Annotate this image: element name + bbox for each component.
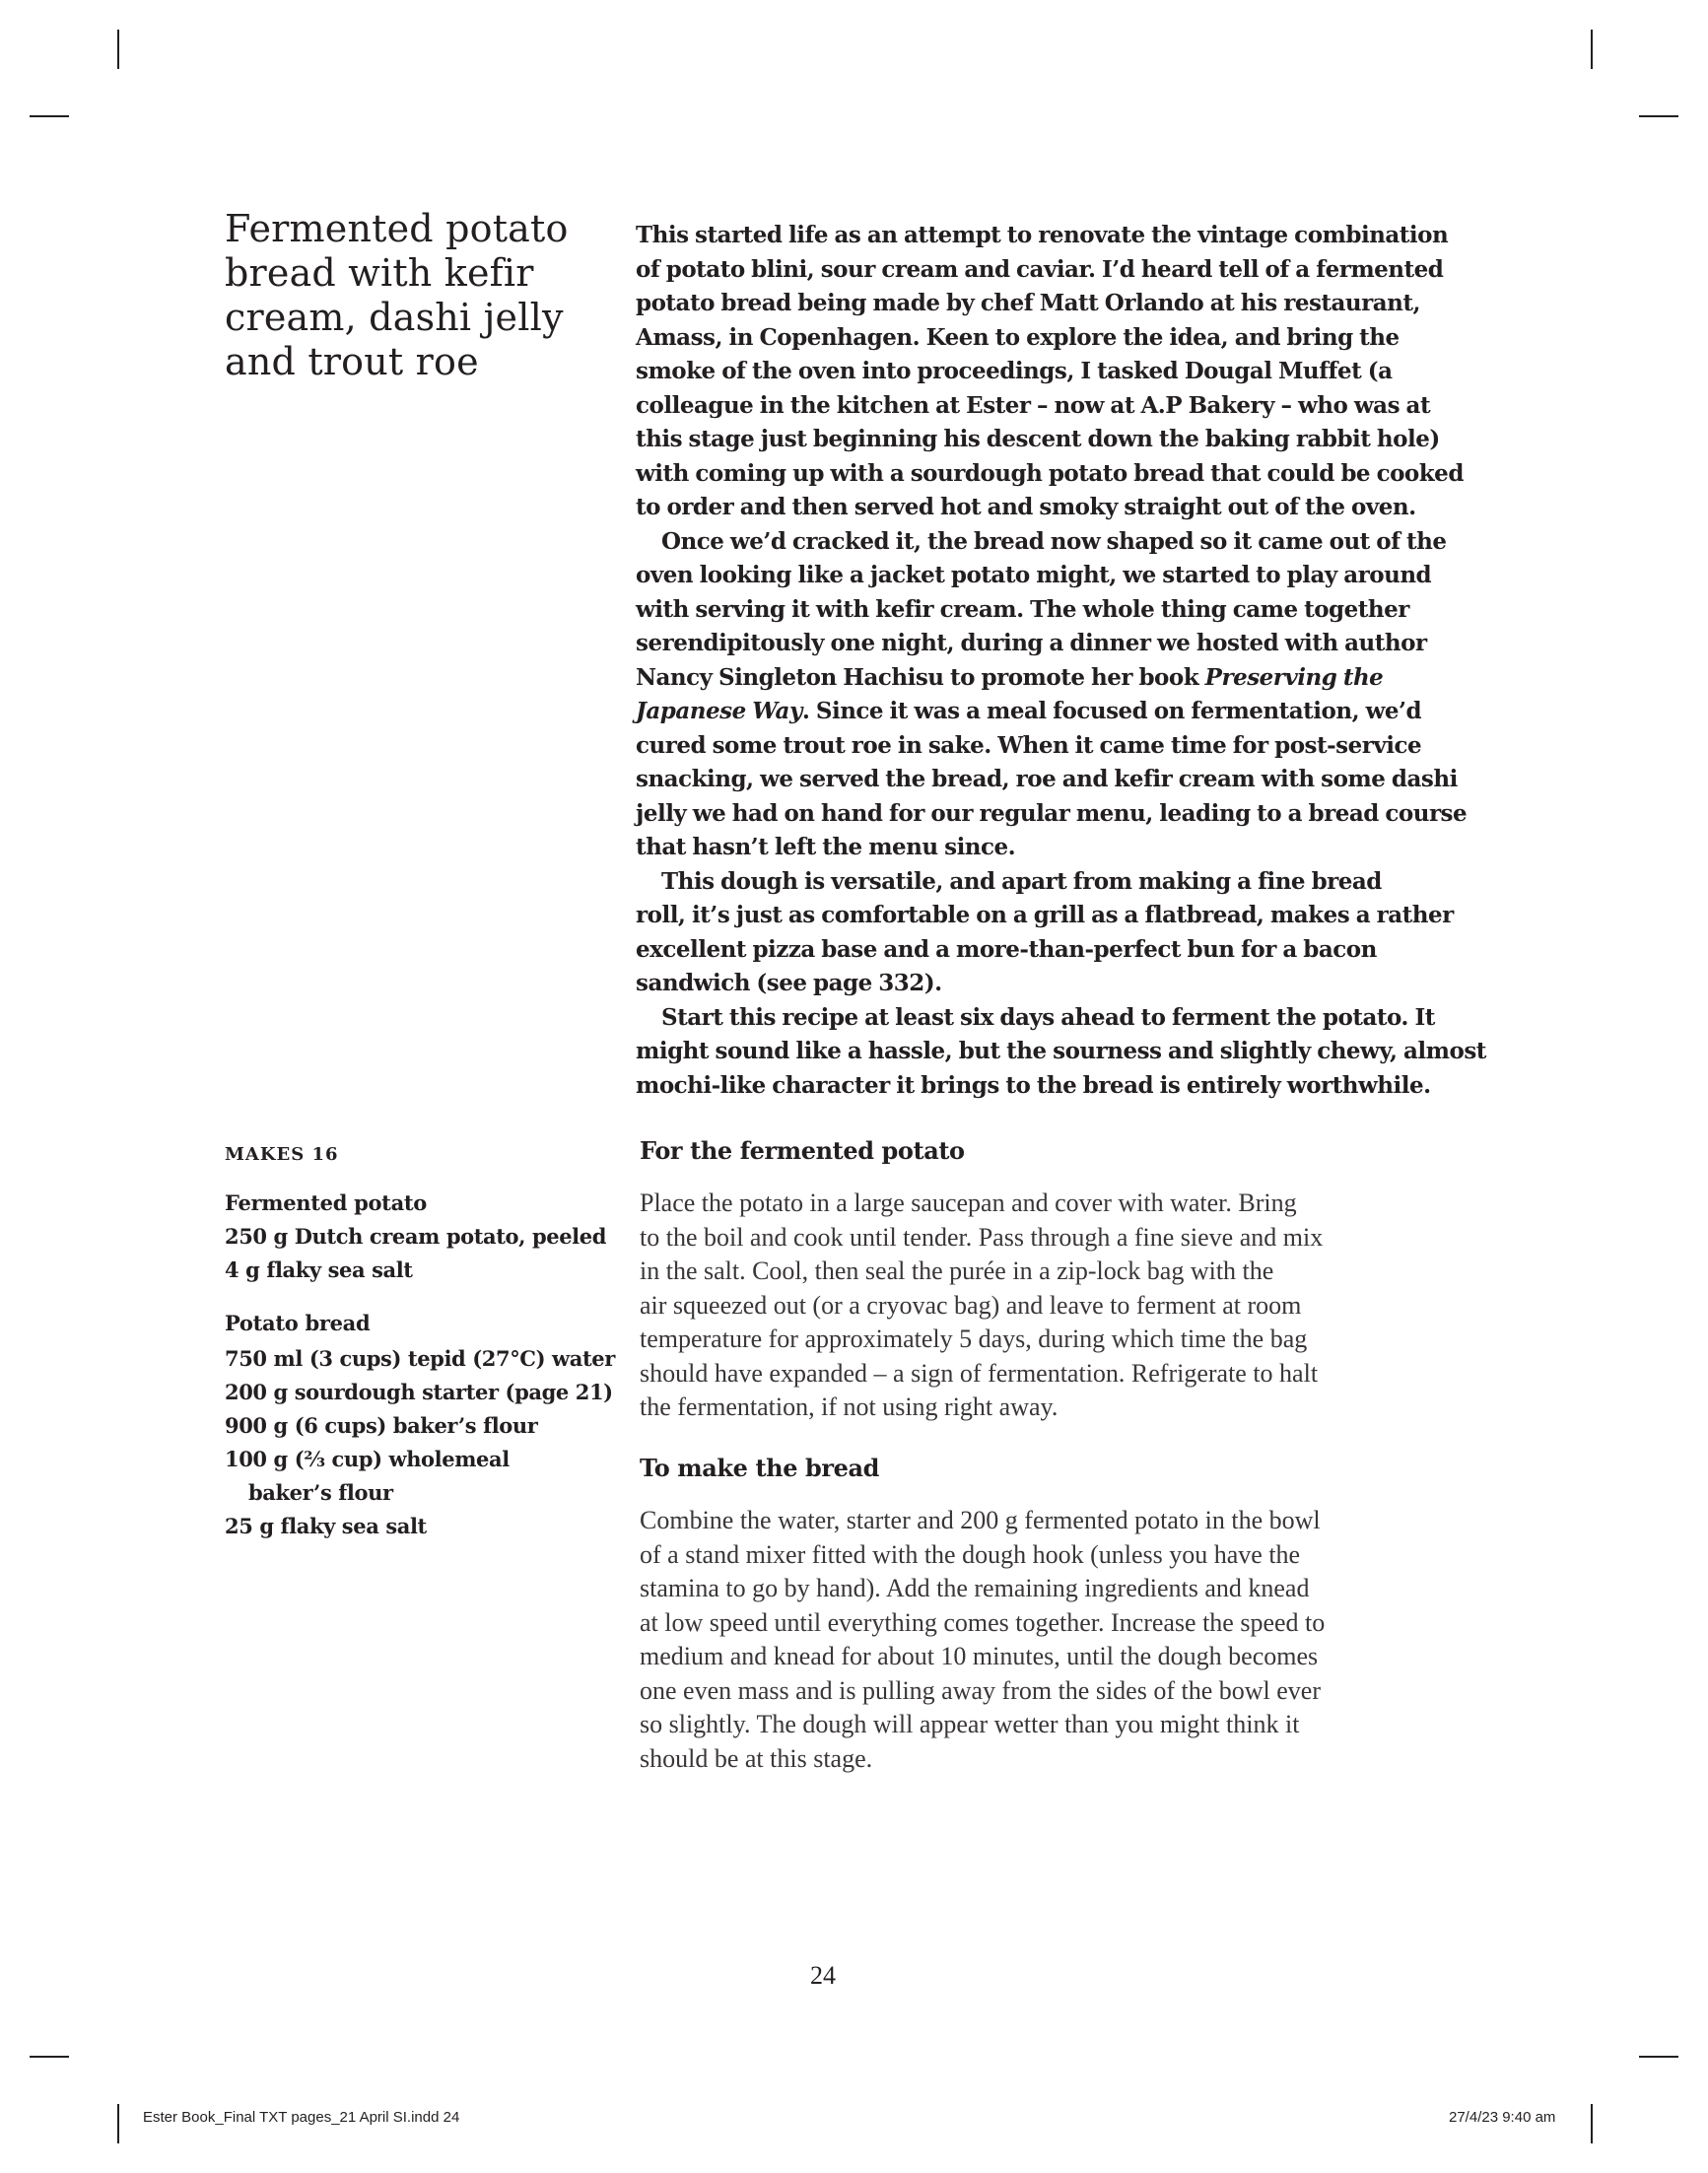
- method-line: to the boil and cook until tender. Pass through a fine sieve and mix: [640, 1222, 1324, 1252]
- crop-mark: [1591, 2104, 1593, 2143]
- ingredient-item: 900 g (6 cups) baker’s flour: [225, 1413, 538, 1438]
- crop-mark: [1639, 115, 1678, 117]
- title-line: and trout roe: [225, 340, 479, 383]
- page-number: 24: [810, 1961, 836, 1990]
- intro-line: Once we’d cracked it, the bread now shaped so it came out of the: [661, 527, 1447, 555]
- method-line: of a stand mixer fitted with the dough hook (unless you have the: [640, 1539, 1301, 1569]
- intro-line: of potato blini, sour cream and caviar. I’d heard tell of a fermented: [636, 255, 1444, 283]
- method-line: so slightly. The dough will appear wetter than you might think it: [640, 1710, 1300, 1738]
- intro-line: that hasn’t left the menu since.: [636, 834, 1016, 860]
- intro-line: with serving it with kefir cream. The whole thing came together: [636, 595, 1409, 623]
- intro-text-run: Nancy Singleton Hachisu to promote her book: [636, 663, 1205, 691]
- intro-line: with coming up with a sourdough potato bread that could be cooked: [636, 459, 1464, 487]
- ingredient-group-fermented-potato: [225, 1187, 619, 1287]
- ingredient-item: 750 ml (3 cups) tepid (27°C) water: [225, 1346, 615, 1371]
- method-line: Combine the water, starter and 200 g fermented potato in the bowl: [640, 1506, 1321, 1534]
- method-line: the fermentation, if not using right away.: [640, 1392, 1059, 1421]
- intro-text: [636, 219, 1486, 1103]
- title-line: Fermented potato: [225, 207, 569, 250]
- ingredient-item: 250 g Dutch cream potato, peeled: [225, 1224, 606, 1249]
- title-line: cream, dashi jelly: [225, 296, 564, 339]
- ingredient-item: 4 g flaky sea salt: [225, 1257, 413, 1282]
- crop-mark: [117, 30, 119, 69]
- method-line: medium and knead for about 10 minutes, until the dough becomes: [640, 1642, 1319, 1670]
- crop-mark: [1591, 30, 1593, 69]
- method-heading-fermented-potato: For the fermented potato: [640, 1136, 965, 1165]
- intro-text-run: . Since it was a meal focused on fermentation, we’d: [801, 698, 1422, 724]
- intro-line: colleague in the kitchen at Ester – now at A.P Bakery – who was at: [636, 391, 1431, 419]
- method-line: air squeezed out (or a cryovac bag) and leave to ferment at room: [640, 1290, 1302, 1320]
- intro-line: excellent pizza base and a more-than-perfect bun for a bacon: [636, 935, 1377, 963]
- intro-line: sandwich (see page 332).: [636, 970, 942, 996]
- ingredient-item-continuation: baker’s flour: [248, 1480, 393, 1505]
- crop-mark: [30, 115, 69, 117]
- crop-mark: [117, 2104, 119, 2143]
- recipe-yield: MAKES 16: [225, 1144, 339, 1165]
- ingredient-list: [225, 1342, 619, 1543]
- ingredient-list: [225, 1220, 619, 1287]
- method-line: in the salt. Cool, then seal the purée in a zip-lock bag with the: [640, 1256, 1274, 1285]
- book-title: Preserving the: [1204, 663, 1384, 691]
- slug-timestamp: 27/4/23 9:40 am: [1449, 2109, 1556, 2126]
- intro-line: mochi-like character it brings to the bread is entirely worthwhile.: [636, 1071, 1431, 1099]
- method-line: stamina to go by hand). Add the remaining ingredients and knead: [640, 1574, 1310, 1602]
- intro-line: this stage just beginning his descent down the baking rabbit hole): [636, 426, 1440, 452]
- ingredient-item: 200 g sourdough starter (page 21): [225, 1380, 613, 1404]
- intro-line: This dough is versatile, and apart from making a fine bread: [661, 867, 1382, 895]
- ingredient-item: 25 g flaky sea salt: [225, 1514, 427, 1538]
- recipe-title: [225, 207, 580, 384]
- intro-line: to order and then served hot and smoky straight out of the oven.: [636, 494, 1416, 520]
- intro-line: roll, it’s just as comfortable on a grill as a flatbread, makes a rather: [636, 902, 1454, 928]
- method-line: should have expanded – a sign of fermentation. Refrigerate to halt: [640, 1358, 1319, 1388]
- ingredient-group-heading: Fermented potato: [225, 1190, 427, 1215]
- intro-line: serendipitously one night, during a dinner we hosted with author: [636, 630, 1427, 656]
- ingredient-item-text: 100 g (⅔ cup) wholemeal: [225, 1447, 510, 1471]
- method-line: temperature for approximately 5 days, during which time the bag: [640, 1324, 1308, 1353]
- intro-line: This started life as an attempt to renovate the vintage combination: [636, 222, 1449, 248]
- intro-line: jelly we had on hand for our regular menu, leading to a bread course: [636, 799, 1468, 827]
- intro-line: might sound like a hassle, but the sourness and slightly chewy, almost: [636, 1038, 1486, 1064]
- ingredient-group-potato-bread: [225, 1307, 619, 1543]
- intro-line: cured some trout roe in sake. When it came time for post-service: [636, 731, 1422, 759]
- method-line: should be at this stage.: [640, 1743, 873, 1773]
- intro-line: smoke of the oven into proceedings, I tasked Dougal Muffet (a: [636, 358, 1393, 384]
- intro-line: Amass, in Copenhagen. Keen to explore the idea, and bring the: [636, 323, 1400, 351]
- intro-line: Start this recipe at least six days ahead to ferment the potato. It: [661, 1003, 1435, 1031]
- intro-line: snacking, we served the bread, roe and kefir cream with some dashi: [636, 766, 1458, 792]
- intro-line: [636, 661, 1424, 696]
- method-text-bread: [640, 1504, 1428, 1776]
- intro-line: oven looking like a jacket potato might, we started to play around: [636, 562, 1432, 588]
- intro-line: [636, 695, 1424, 729]
- intro-line: potato bread being made by chef Matt Orlando at his restaurant,: [636, 290, 1421, 316]
- book-title: Japanese Way: [636, 698, 802, 724]
- method-line: one even mass and is pulling away from the sides of the bowl ever: [640, 1675, 1321, 1705]
- crop-mark: [30, 2056, 69, 2058]
- title-line: bread with kefir: [225, 251, 534, 295]
- method-line: at low speed until everything comes together. Increase the speed to: [640, 1607, 1326, 1637]
- method-text-fermented-potato: [640, 1187, 1428, 1425]
- ingredient-group-heading: Potato bread: [225, 1311, 371, 1335]
- method-line: Place the potato in a large saucepan and cover with water. Bring: [640, 1188, 1297, 1217]
- method-heading-bread: To make the bread: [640, 1454, 880, 1482]
- ingredient-item: [225, 1443, 619, 1510]
- slug-filename: Ester Book_Final TXT pages_21 April SI.indd 24: [143, 2109, 460, 2126]
- crop-mark: [1639, 2056, 1678, 2058]
